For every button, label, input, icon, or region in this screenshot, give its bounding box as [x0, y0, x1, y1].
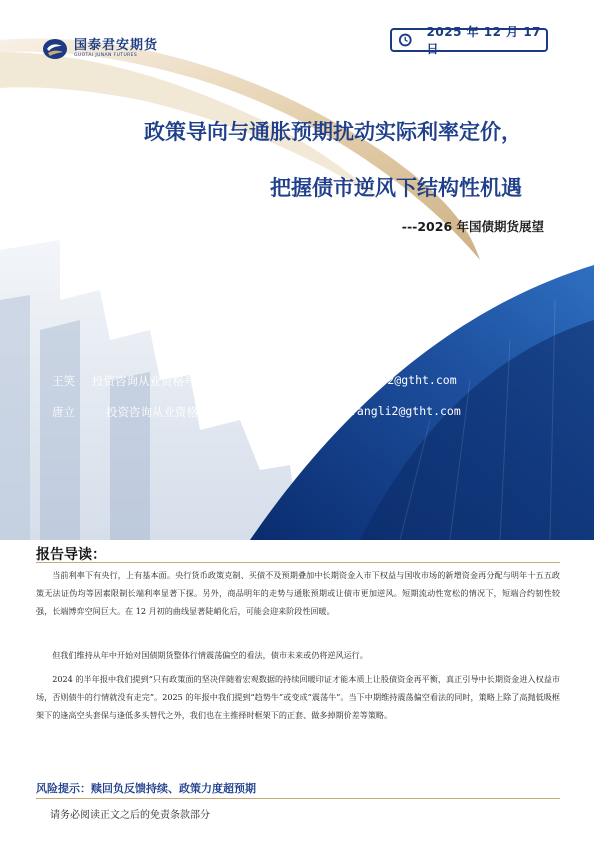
guide-divider — [36, 562, 560, 563]
author-2-name: 唐立 — [52, 405, 75, 419]
guide-paragraph-3: 2024 的半年报中我们提到“只有政策面的坚决伴随着宏观数据的持续回暖印证才能本质上让股债资金再平衡，真正引导中长期资金进入权益市场，否则债牛的行情就没有走完”。2025 的年报中我们提到“趋势牛”或变成“震荡牛”。当下中期维持震荡偏空看法的同时，策略上除了高抛低吸框架下的逢高空头套保与逢低多头替代之外，我们也在主推择时框架下的正套、做多掉期价差等策略。 — [36, 674, 560, 721]
author-1-cert: 投资咨询从业资格号：Z0013736 — [92, 374, 263, 388]
report-subtitle: ---2026 年国债期货展望 — [401, 219, 544, 234]
author-2-email[interactable]: Tangli2@gtht.com — [350, 404, 461, 418]
report-date-badge — [390, 25, 548, 56]
company-logo — [42, 38, 158, 60]
report-title-line-1: 政策导向与通胀预期扰动实际利率定价， — [144, 120, 522, 144]
report-title-line-2: 把握债市逆风下结构性机遇 — [270, 176, 522, 200]
risk-text: 赎回负反馈持续、政策力度超预期 — [91, 782, 256, 795]
guide-paragraph-2: 但我们维持从年中开始对国债期货整体行情震荡偏空的看法，债市未来或仍将逆风运行。 — [52, 650, 368, 660]
disclaimer-note: 请务必阅读正文之后的免责条款部分 — [50, 810, 210, 821]
logo-chinese-name: 国泰君安期货 — [74, 38, 159, 54]
author-2-cert: 投资咨询从业资格号：Z0021100 — [106, 405, 277, 419]
logo-english-name: GUOTAI JUNAN FUTURES — [74, 53, 138, 59]
logo-emblem-icon — [42, 38, 68, 60]
risk-divider — [36, 798, 560, 799]
risk-warning — [36, 780, 256, 796]
guide-heading: 报告导读： — [36, 547, 106, 563]
risk-label: 风险提示： — [36, 782, 91, 795]
author-1-email[interactable]: Wangxiao2@gtht.com — [332, 373, 457, 387]
clock-icon — [398, 32, 413, 48]
report-date: 2025 年 12 月 17 日 — [426, 25, 542, 56]
guide-paragraph-1: 当前利率下有央行，上有基本面。央行货币政策克制、买债不及预期叠加中长期资金入市下权益与国收市场的新增资金再分配与明年十五五政策无法证伪均等因素限制长端利率显著下探。另外，商品明年的走势与通胀预期或让债市更加逆风。短期流动性宽松的情况下，短端合约韧性较强，长端博弈空间巨大。在 12 月初的曲线显著陡峭化后，可能会迎来阶段性回暖。 — [36, 570, 560, 617]
author-1-name: 王笑 — [52, 374, 75, 388]
